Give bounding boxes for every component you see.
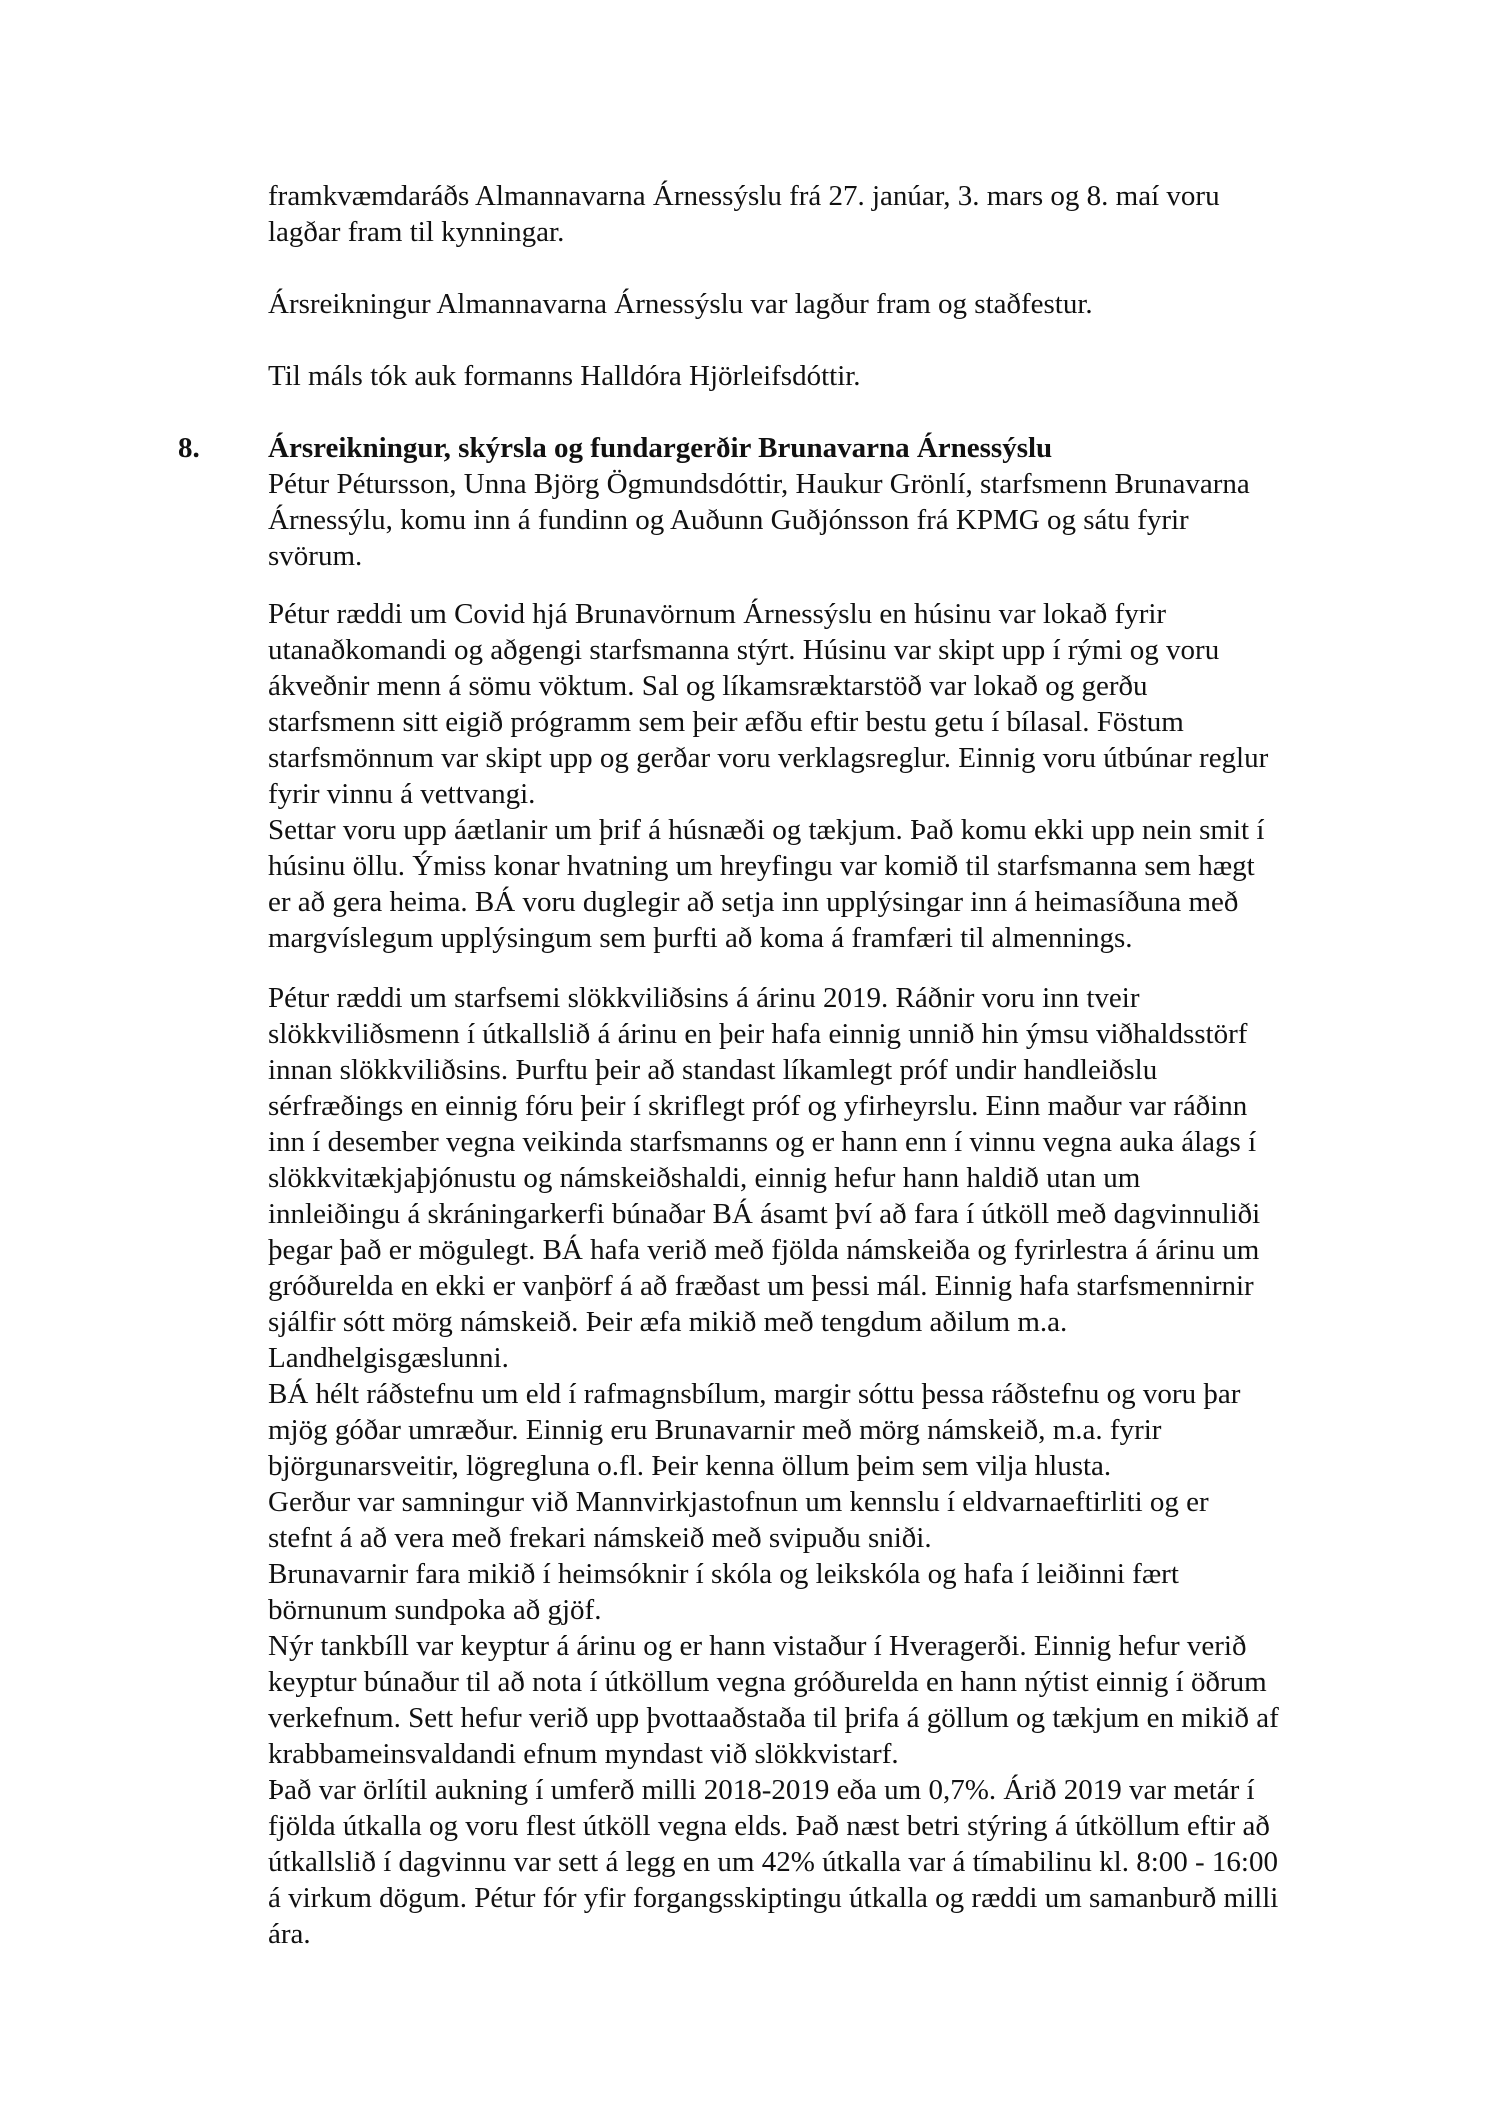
text-line: Landhelgisgæslunni. [268, 1342, 509, 1374]
text-line: ára. [268, 1918, 311, 1950]
text-line: Gerður var samningur við Mannvirkjastofnun um kennslu í eldvarnaeftirliti og er [268, 1486, 1209, 1518]
text-line: lagðar fram til kynningar. [268, 216, 565, 248]
text-line: starfsmönnum var skipt upp og gerðar voru verklagsreglur. Einnig voru útbúnar reglur [268, 742, 1269, 774]
text-line: húsinu öllu. Ýmiss konar hvatning um hreyfingu var komið til starfsmanna sem hægt [268, 850, 1255, 882]
text-line: slökkvitækjaþjónustu og námskeiðshaldi, einnig hefur hann haldið utan um [268, 1162, 1141, 1194]
text-line: fjölda útkalla og voru flest útköll vegna elds. Það næst betri stýring á útköllum eftir að [268, 1810, 1270, 1842]
intro-paragraph-minutes [268, 178, 1348, 250]
text-line: krabbameinsvaldandi efnum myndast við slökkvistarf. [268, 1738, 899, 1770]
text-line: svörum. [268, 540, 363, 572]
text-line: sjálfir sótt mörg námskeið. Þeir æfa mikið með tengdum aðilum m.a. [268, 1306, 1068, 1338]
text-line: fyrir vinnu á vettvangi. [268, 778, 536, 810]
text-line: verkefnum. Sett hefur verið upp þvottaaðstaða til þrifa á göllum og tækjum en mikið af [268, 1702, 1279, 1734]
text-line: Árnessýlu, komu inn á fundinn og Auðunn Guðjónsson frá KPMG og sátu fyrir [268, 504, 1189, 536]
text-line: Pétur Pétursson, Unna Björg Ögmundsdóttir, Haukur Grönlí, starfsmenn Brunavarna [268, 468, 1250, 500]
text-line: á virkum dögum. Pétur fór yfir forgangsskiptingu útkalla og ræddi um samanburð milli [268, 1882, 1279, 1914]
text-line: inn í desember vegna veikinda starfsmanns og er hann enn í vinnu vegna auka álags í [268, 1126, 1257, 1158]
text-line: mjög góðar umræður. Einnig eru Brunavarnir með mörg námskeið, m.a. fyrir [268, 1414, 1162, 1446]
section-attendees-paragraph [268, 466, 1348, 574]
text-line: keyptur búnaður til að nota í útköllum vegna gróðurelda en hann nýtist einnig í öðrum [268, 1666, 1267, 1698]
text-line: Pétur ræddi um starfsemi slökkviliðsins á árinu 2019. Ráðnir voru inn tveir [268, 982, 1140, 1014]
text-line: margvíslegum upplýsingum sem þurfti að koma á framfæri til almennings. [268, 922, 1133, 954]
text-line: utanaðkomandi og aðgengi starfsmanna stýrt. Húsinu var skipt upp í rými og voru [268, 634, 1220, 666]
text-line: innan slökkviliðsins. Þurftu þeir að standast líkamlegt próf undir handleiðslu [268, 1054, 1158, 1086]
text-line: stefnt á að vera með frekari námskeið með svipuðu sniði. [268, 1522, 932, 1554]
covid-paragraph [268, 596, 1348, 956]
text-line: slökkviliðsmenn í útkallslið á árinu en þeir hafa einnig unnið hin ýmsu viðhaldsstörf [268, 1018, 1248, 1050]
text-line: Það var örlítil aukning í umferð milli 2018-2019 eða um 0,7%. Árið 2019 var metár í [268, 1774, 1255, 1806]
text-line: starfsmenn sitt eigið prógramm sem þeir æfðu eftir bestu getu í bílasal. Föstum [268, 706, 1184, 738]
text-line: Nýr tankbíll var keyptur á árinu og er hann vistaður í Hveragerði. Einnig hefur verið [268, 1630, 1247, 1662]
text-line: innleiðingu á skráningarkerfi búnaðar BÁ ásamt því að fara í útköll með dagvinnuliði [268, 1198, 1261, 1230]
text-line: sérfræðings en einnig fóru þeir í skriflegt próf og yfirheyrslu. Einn maður var ráðinn [268, 1090, 1248, 1122]
text-line: útkallslið í dagvinnu var sett á legg en um 42% útkalla var á tímabilinu kl. 8:00 - 16:00 [268, 1846, 1278, 1878]
text-line: Pétur ræddi um Covid hjá Brunavörnum Árnessýslu en húsinu var lokað fyrir [268, 598, 1167, 630]
intro-paragraph-annual-accounts [268, 286, 1348, 322]
text-line: ákveðnir menn á sömu vöktum. Sal og líkamsræktarstöð var lokað og gerðu [268, 670, 1148, 702]
text-line: gróðurelda en ekki er vanþörf á að fræðast um þessi mál. Einnig hafa starfsmennirnir [268, 1270, 1254, 1302]
text-line: framkvæmdaráðs Almannavarna Árnessýslu frá 27. janúar, 3. mars og 8. maí voru [268, 180, 1220, 212]
text-line: þegar það er mögulegt. BÁ hafa verið með fjölda námskeiða og fyrirlestra á árinu um [268, 1234, 1260, 1266]
section-title: Ársreikningur, skýrsla og fundargerðir Brunavarna Árnessýslu [268, 432, 1053, 464]
text-line: Brunavarnir fara mikið í heimsóknir í skóla og leikskóla og hafa í leiðinni fært [268, 1558, 1179, 1590]
operations-paragraph [268, 980, 1348, 1952]
text-line: Ársreikningur Almannavarna Árnessýslu var lagður fram og staðfestur. [268, 288, 1093, 320]
text-line: Til máls tók auk formanns Halldóra Hjörleifsdóttir. [268, 360, 861, 392]
section-number: 8. [178, 432, 200, 464]
text-line: BÁ hélt ráðstefnu um eld í rafmagnsbílum, margir sóttu þessa ráðstefnu og voru þar [268, 1378, 1241, 1410]
text-line: björgunarsveitir, lögregluna o.fl. Þeir kenna öllum þeim sem vilja hlusta. [268, 1450, 1112, 1482]
text-line: börnunum sundpoka að gjöf. [268, 1594, 602, 1626]
text-line: Settar voru upp áætlanir um þrif á húsnæði og tækjum. Það komu ekki upp nein smit í [268, 814, 1265, 846]
intro-paragraph-speakers [268, 358, 1348, 394]
text-line: er að gera heima. BÁ voru duglegir að setja inn upplýsingar inn á heimasíðuna með [268, 886, 1239, 918]
